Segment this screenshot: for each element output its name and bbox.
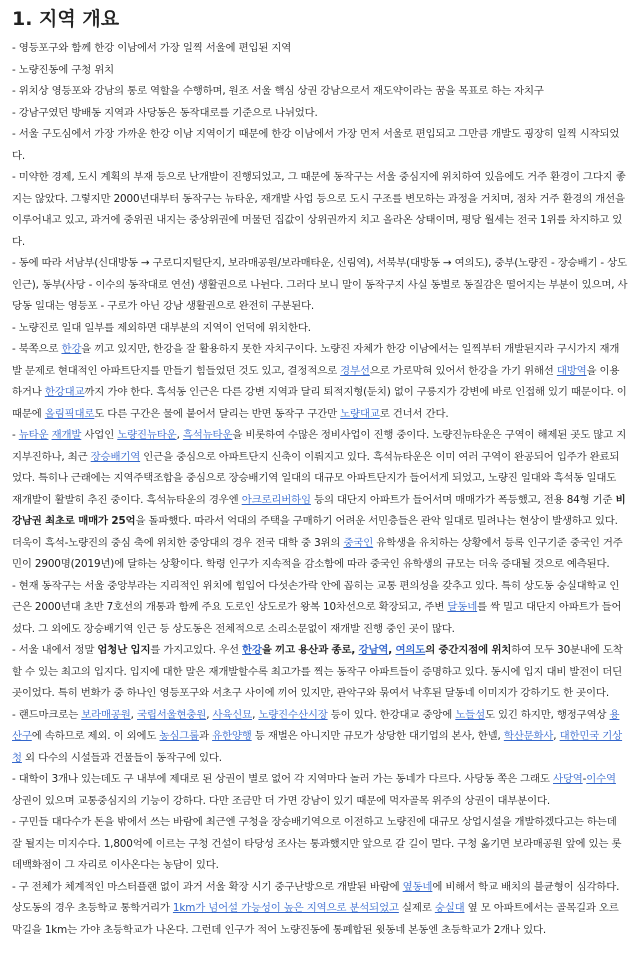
section-title: 1. 지역 개요 (12, 8, 120, 30)
text-run: 상권이 있으며 교통중심지의 기능이 강하다. 다만 조금만 더 가면 강남이 있기 때문에 먹자골목 위주의 상권이 대부분이다. (12, 794, 551, 807)
wiki-link[interactable]: 여의도 (395, 644, 426, 656)
bold-text: 의 중간지점에 위치 (425, 644, 512, 656)
wiki-link[interactable]: 대방역 (556, 364, 587, 377)
paragraph (12, 640, 628, 705)
text-run: , (553, 730, 560, 742)
text-run: - 노량진동에 구청 위치 (12, 63, 115, 76)
paragraph (12, 103, 628, 125)
text-run: - 미약한 경제, 도시 계획의 부재 등으로 난개발이 진행되었고, 그 때문에 동작구는 서울 중심지에 위치하여 있음에도 거주 환경이 그다지 좋지는 않았다. 그렇지만 2000년대부터 동작구는 뉴타운, 재개발 사업 등으로 도시 구조를 변모하는 과정을 거치며, 점차 거주 환경의 개선을 이루어내고 있고, 과거에 중위권 내지는 중상위권에 머물던 집값이 상위권까지 치고 올라온 상태이며, 평당 월세는 전국 1위를 차지하고 있다. (12, 171, 626, 248)
text-run: 을 이용하거나 (12, 364, 620, 398)
wiki-link[interactable]: 이수역 (586, 773, 616, 785)
wiki-link[interactable]: 장승배기역 (90, 450, 141, 463)
text-run: , (176, 429, 183, 441)
text-run: 을 끼고 있지만, 한강을 잘 활용하지 못한 자치구이다. 노량진 자체가 한강 이남에서는 일찍부터 개발된지라 구시가지 재개발 문제로 현대적인 아파트단지를 만들기 힘들었던 것도 있고, 결정적으로 (12, 343, 620, 377)
paragraph (12, 425, 628, 576)
text-run: - 대학이 3개나 있는데도 구 내부에 제대로 된 상권이 별로 없어 각 지역마다 놀러 가는 동네가 다르다. 사당동 쪽은 그래도 (12, 773, 553, 785)
text-run: - 구민들 대다수가 돈을 밖에서 쓰는 바람에 최근엔 구청을 장승배기역으로 이전하고 노량진에 대규모 상업시설을 개발하겠다고는 하는데 잘 될지는 미지수다. 1,800억에 이르는 구청 건설이 타당성 조사는 통과했지만 앞으로 갈 길이 멀다. 구청 옮기면 보라매공원 앞에 있는 롯데백화점이 그 자리로 이사온다는 농담이 있다. (12, 816, 622, 871)
text-run: 옆 모 아파트에서는 골목길과 오르막길을 1km는 가야 초등학교가 나온다. 그런데 인구가 적어 노량진동에 통폐합된 윗동네 본동엔 초등학교가 2개나 있다. (12, 902, 619, 936)
text-run: 에 속하므로 제외. 이 외에도 (31, 730, 160, 742)
wiki-link[interactable]: 옆동네 (402, 880, 433, 893)
wiki-link[interactable]: 유한양행 (212, 730, 252, 742)
text-run: 실제로 (398, 902, 435, 914)
text-run: 등의 대단지 아파트가 들어서며 매매가가 폭등했고, 전용 84형 기준 (310, 493, 616, 506)
paragraph (12, 60, 628, 82)
text-run: - 북쪽으로 (12, 343, 62, 355)
wiki-link[interactable]: 한강대교 (44, 386, 85, 398)
text-run: 을 비롯하여 수많은 정비사업이 진행 중이다. 노량진뉴타운은 구역이 해제된 곳도 많고 지지부진하나, 최근 (12, 429, 627, 463)
wiki-link[interactable]: 사육신묘 (212, 708, 253, 721)
text-run: 를 싹 밀고 대단지 아파트가 들어섰다. 그 외에도 장승배기역 인근 등 상도동은 전체적으로 소리소문없이 재개발 진행 중인 곳이 많다. (12, 601, 622, 635)
wiki-link[interactable]: 아크로리버하임 (241, 493, 311, 506)
text-run: 과 (199, 730, 213, 742)
text-run: - (582, 773, 587, 785)
section-content (12, 38, 628, 941)
text-run: - 현재 동작구는 서울 중앙부라는 지리적인 위치에 힘입어 다섯손가락 안에 꼽히는 교통 편의성을 갖추고 있다. 특히 상도동 숭실대학교 인근은 2000년대 초반 7호선의 개통과 함께 주요 도로인 상도로가 왕복 10차선으로 확장되고, 주변 (12, 579, 620, 613)
bold-text: 엄청난 입지 (97, 644, 151, 656)
wiki-link[interactable]: 흑석뉴타운 (182, 429, 233, 441)
wiki-link[interactable]: 경부선 (340, 364, 370, 377)
text-run: - 구 전체가 체계적인 마스터플랜 없이 과거 서울 확장 시기 중구난방으로 개발된 바람에 (12, 880, 403, 893)
text-run: 로 건너서 간다. (379, 407, 449, 420)
text-run: , (130, 708, 137, 721)
wiki-link[interactable]: 농심그룹 (159, 730, 200, 742)
wiki-link[interactable]: 뉴타운 (18, 429, 49, 441)
wiki-link[interactable]: 학산문화사 (503, 730, 554, 742)
wiki-link[interactable]: 보라매공원 (81, 708, 131, 721)
wiki-link[interactable]: 1km가 넘어설 가능성이 높은 지역으로 분석되었고 (172, 902, 399, 914)
paragraph (12, 124, 628, 167)
text-run: 으로 가로막혀 있어서 한강을 가기 위해선 (369, 364, 557, 377)
wiki-link[interactable]: 올림픽대로 (44, 407, 95, 420)
paragraph (12, 705, 628, 770)
text-run: - 서울 내에서 정말 (12, 644, 98, 656)
text-run: - 영등포구와 함께 한강 이남에서 가장 일찍 서울에 편입된 지역 (12, 42, 292, 54)
bold-text: 을 끼고 용산과 종로, (261, 644, 359, 656)
text-run: 을 돌파했다. 따라서 억대의 주택을 구매하기 어려운 서민층들은 관악 일대로 밀려나는 현상이 발생하고 있다. 더욱이 흑석-노량진의 중심 축에 위치한 중앙대의 경우 전국 대학 중 3위의 (12, 515, 618, 549)
wiki-link[interactable]: 사당역 (552, 773, 583, 785)
text-run: , (252, 708, 259, 721)
wiki-link[interactable]: 한강 (242, 644, 262, 656)
text-run: 외 다수의 시설들과 건물들이 동작구에 있다. (21, 751, 222, 764)
text-run: - 노량진로 일대 일부를 제외하면 대부분의 지역이 언덕에 위치한다. (12, 321, 311, 334)
paragraph (12, 576, 628, 641)
text-run: - 강남구였던 방배동 지역과 사당동은 동작대로를 기준으로 나뉘었다. (12, 106, 318, 119)
text-run: 등이 있다. 한강대교 중앙에 (327, 708, 456, 721)
text-run: - 랜드마크로는 (12, 708, 82, 721)
bold-text: , (388, 644, 396, 656)
paragraph (12, 877, 628, 942)
wiki-link[interactable]: 중국인 (343, 536, 374, 549)
text-run: 까지 가야 한다. 흑석동 인근은 다른 강변 지역과 달리 퇴적지형(둔치) 없이 구릉지가 강변에 바로 인접해 있기 때문이다. 이 때문에 (12, 386, 627, 420)
text-run: - 서울 구도심에서 가장 가까운 한강 이남 지역이기 때문에 한강 이남에서 가장 먼저 서울로 편입되고 그만큼 개발도 굉장히 일찍 시작되었다. (12, 128, 620, 162)
wiki-link[interactable]: 노량대교 (340, 407, 380, 420)
text-run: 도 다른 구간은 물에 붙어서 달리는 반면 동작구 구간만 (94, 407, 341, 420)
paragraph (12, 812, 628, 877)
wiki-link[interactable]: 국립서울현충원 (136, 708, 207, 721)
text-run: 에 비해서 학교 배치의 불균형이 심각하다. 상도동의 경우 초등학교 통학거리가 (12, 880, 620, 914)
text-run: 하여 모두 30분내에 도착 할 수 있는 최고의 입지다. 입지에 대한 말은 재개발할수록 최고가를 찍는 동작구 아파트들이 증명하고 있다. 동시에 입지 대비 발전이 더딘 곳이었다. 특히 번화가 중 하나인 영등포구와 서초구 사이에 끼어 있지만, 관악구와 묶여서 낙후된 달동네 이미지가 강하기도 한 곳이다. (12, 644, 623, 699)
text-run: - (12, 429, 19, 441)
wiki-link[interactable]: 대한민국 기상청 (12, 730, 623, 764)
paragraph (12, 253, 628, 318)
paragraph (12, 769, 628, 812)
paragraph (12, 81, 628, 103)
text-run: 도 있긴 하지만, 행정구역상 (484, 708, 610, 721)
paragraph (12, 339, 628, 425)
text-run: - 동에 따라 서남부(신대방동 → 구로디지털단지, 보라매공원/보라매타운, 신림역), 서북부(대방동 → 여의도), 중부(노량진 - 장승배기 - 상도 인근), 동부(사당 - 이수의 동작대로 연선) 생활권으로 나뉜다. 그러다 보니 말이 동작구지 사실 동별로 동질감은 떨어지는 부분이 있으며, 사당동 일대는 영등포 - 구로가 아닌 강남 생활권으로 완전히 구분된다. (12, 257, 628, 312)
text-run: , (206, 708, 213, 721)
wiki-link[interactable]: 재개발 (51, 429, 82, 441)
bold-text: 비강남권 최초로 매매가 25억 (12, 493, 626, 527)
text-run: 인근을 중심으로 아파트단지 신축이 이뤄지고 있다. 흑석뉴타운은 이미 여러 구역이 완공되어 입주가 완료되었다. 특히나 근래에는 지역주택조합을 중심으로 장승배기역 일대의 대규모 아파트단지가 들어서게 되었고, 노량진 일대와 흑석동 일대도 재개발이 활발히 추진 중이다. 흑석뉴타운의 경우엔 (12, 450, 620, 506)
paragraph (12, 38, 628, 60)
text-run: 를 가지고있다. 우선 (150, 644, 243, 656)
paragraph (12, 167, 628, 253)
text-run: - 위치상 영등포와 강남의 통로 역할을 수행하며, 원조 서울 핵심 상권 강남으로서 재도약이라는 꿈을 목표로 하는 자치구 (12, 85, 544, 97)
wiki-link[interactable]: 용산구 (12, 708, 620, 742)
wiki-link[interactable]: 노량진수산시장 (258, 708, 328, 721)
wiki-link[interactable]: 노량진뉴타운 (117, 429, 177, 441)
wiki-link[interactable]: 한강 (61, 343, 82, 355)
paragraph (12, 318, 628, 340)
wiki-link[interactable]: 강남역 (358, 644, 389, 656)
wiki-link[interactable]: 숭실대 (434, 902, 465, 914)
wiki-link[interactable]: 노들섬 (455, 708, 485, 721)
text-run: 유학생을 유치하는 상황에서 등록 인구기준 중국인 거주민이 2900명(2019년)에 달하는 상황이다. 학령 인구가 지속적을 감소함에 따라 중국인 유학생의 규모는 더욱 증대될 것으로 예측된다. (12, 536, 623, 570)
text-run: 등 재벌은 아니지만 규모가 상당한 대기업의 본사, 한넬, (251, 730, 504, 742)
wiki-link[interactable]: 달동네 (447, 601, 478, 613)
text-run: 사업인 (81, 429, 118, 441)
